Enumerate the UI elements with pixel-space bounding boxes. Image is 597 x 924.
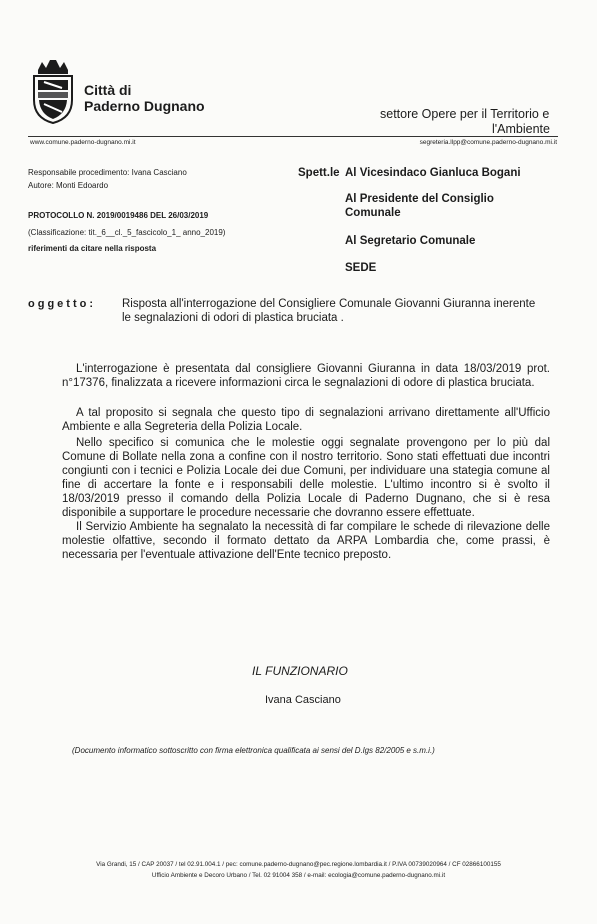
body-paragraph-4: Il Servizio Ambiente ha segnalato la necessità di far compilare le schede di rilevazione delle molestie olfattive, secondo il formato dettato da ARPA Lombardia che, come prassi, è necessaria per l'eventuale attivazione dell'Ente tecnico preposto.	[62, 521, 550, 561]
city-name-line1: Città di	[84, 82, 132, 98]
city-name-line2: Paderno Dugnano	[84, 98, 205, 114]
responsabile: Responsabile procedimento: Ivana Casciano	[28, 168, 187, 177]
website-link[interactable]: www.comune.paderno-dugnano.mi.it	[30, 139, 136, 146]
recipient-segretario: Al Segretario Comunale	[345, 235, 476, 247]
riferimenti: riferimenti da citare nella risposta	[28, 244, 157, 253]
autore: Autore: Monti Edoardo	[28, 181, 109, 190]
classificazione: (Classificazione: tit._6__cl._5_fascicolo_1_ anno_2019)	[28, 228, 226, 237]
body-paragraph-3: Nello specifico si comunica che le molestie oggi segnalate provengono per lo più dal Comune di Bollate nella zona a confine con il nostro territorio. Sono stati effettuati due incontri congiunti con i tecnici e Polizia Locale dei due Comuni, per individuare una stategia comune al fine di accertare la fonte e i responsabili delle molestie. L'ultimo incontro si è svolto il 18/03/2019 presso il comando della Polizia Locale di Paderno Dugnano, che si è resa disponibile a supportare le procedure necessarie che dovranno essere effettuate.	[62, 437, 550, 519]
footer-address: Via Grandi, 15 / CAP 20037 / tel 02.91.004.1 / pec: comune.paderno-dugnano@pec.regione.lombardia.it / P.IVA 00739020964 / CF 02866100155	[96, 861, 501, 868]
signature-title: IL FUNZIONARIO	[252, 664, 348, 678]
sector-line1: settore Opere per il Territorio e	[380, 107, 550, 121]
body-paragraph-1: L'interrogazione è presentata dal consigliere Giovanni Giuranna in data 18/03/2019 prot. n°17376, finalizzata a ricevere informazioni circa le segnalazioni di odore di plastica bruciata.	[62, 363, 550, 389]
protocollo: PROTOCOLLO N. 2019/0019486 DEL 26/03/2019	[28, 211, 209, 220]
oggetto-line2: le segnalazioni di odori di plastica bruciata .	[122, 312, 344, 324]
sector-line2: l'Ambiente	[492, 122, 550, 136]
coat-of-arms-logo	[30, 60, 76, 124]
signature-name: Ivana Casciano	[265, 694, 341, 706]
spett-label: Spett.le	[298, 167, 340, 179]
recipient-vicesindaco: Al Vicesindaco Gianluca Bogani	[345, 167, 521, 179]
footer-office: Ufficio Ambiente e Decoro Urbano / Tel. 02 91004 358 / e-mail: ecologia@comune.paderno-dugnano.mi.it	[151, 872, 446, 879]
recipient-presidente-line2: Comunale	[345, 207, 401, 219]
oggetto-label: oggetto:	[28, 298, 96, 310]
recipient-presidente-line1: Al Presidente del Consiglio	[345, 193, 494, 205]
email-link[interactable]: segreteria.llpp@comune.paderno-dugnano.mi.it	[419, 139, 557, 146]
oggetto-text	[122, 297, 562, 325]
recipient-sede: SEDE	[345, 262, 377, 274]
oggetto-line1: Risposta all'interrogazione del Consigliere Comunale Giovanni Giuranna inerente	[122, 298, 536, 310]
body-paragraph-2: A tal proposito si segnala che questo tipo di segnalazioni arrivano direttamente all'Ufficio Ambiente e alla Segreteria della Polizia Locale.	[62, 407, 550, 433]
header-divider	[28, 136, 558, 137]
digital-signature-note: (Documento informatico sottoscritto con firma elettronica qualificata ai sensi del D.lgs 82/2005 e s.m.i.)	[72, 746, 435, 755]
